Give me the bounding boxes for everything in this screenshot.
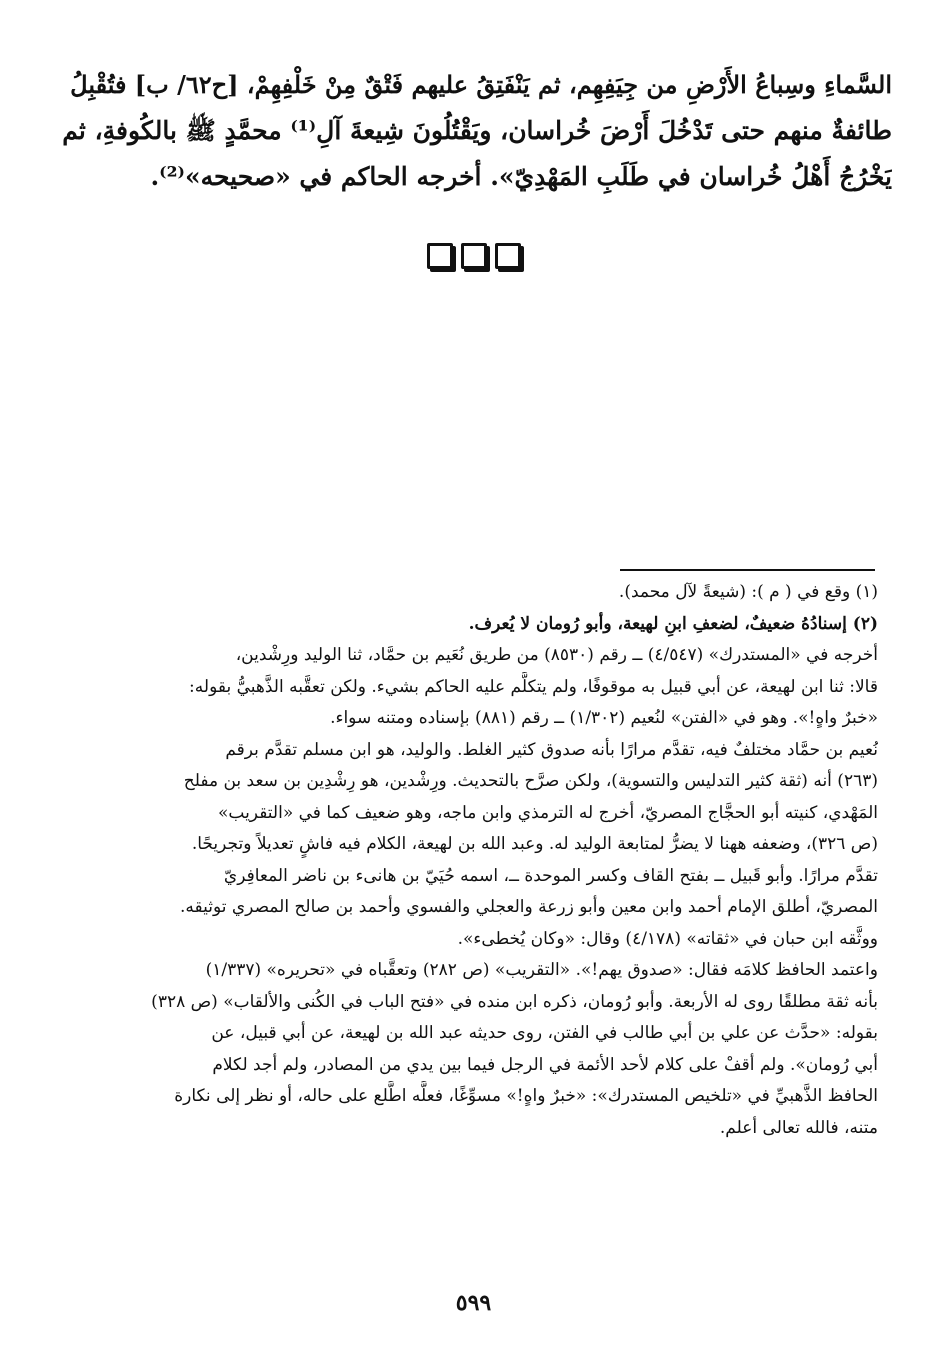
footnote-line: (١) وقع في ( م ): (شيعةً لآل محمد). [618,582,878,602]
separator-box-icon [495,243,521,269]
footnote-line: واعتمد الحافظ كلامَه فقال: «صدوق يهم!». «التقريب» (ص ٢٨٢) وتعقَّباه في «تحريره» (١/٣٣٧) [205,960,878,980]
footnote-line: (٢) إسنادُهُ ضعيفٌ، لضعفِ ابنِ لهيعة، وأبو رُومان لا يُعرف. [468,613,878,634]
footnote-line: أخرجه في «المستدرك» (٤/٥٤٧) ــ رقم (٨٥٣٠) من طريق نُعَيم بن حمَّاد، ثنا الوليد ورِشْدين، [235,645,878,665]
footnote-line: ووثَّقه ابن حبان في «ثقاته» (٤/١٧٨) وقال: «وكان يُخطىء». [457,928,878,949]
footnote-line: بقوله: «حدَّث عن علي بن أبي طالب في الفتن، روى حديثه عبد الله بن لهيعة، عن أبي قبيل، عن [211,1023,878,1043]
footnote-line: قالا: ثنا ابن لهيعة، عن أبي قبيل به موقوفًا، ولم يتكلَّم عليه الحاكم بشيء. ولكن تعقَّبه الذَّهبيُّ بقوله: [189,676,878,697]
main-text [60,62,892,200]
footnote-line: المَهْدي، كنيته أبو الحجَّاج المصريّ، أخرج له الترمذي وابن ماجه، وهو ضعيف كما في «التقريب» [217,802,878,823]
footnote-line: تقدَّم مرارًا. وأبو قَبيل ــ بفتح القاف وكسر الموحدة ــ، اسمه حُيَيّ بن هانىء بن ناضر المعافِريّ [223,865,878,886]
main-text-line: طائفةٌ منهم حتى تَدْخُلَ أَرْضَ خُراسان، ويَقْتُلُونَ شِيعةَ آلِ⁽¹⁾ محمَّدٍ ﷺ بالكُوفةِ، ثم [62,116,892,145]
main-text-line: السَّماءِ وسِباعُ الأَرْضِ من جِيَفِهِم، ثم يَنْفَتِقُ عليهم فَتْقٌ مِنْ خَلْفِهِمْ، [ح٦٢/ ب] فتُقْبِلُ [70,70,892,99]
footnote-line: أبي رُومان». ولم أقفْ على كلام لأحد الأئمة في الرجل فيما بين يدي من المصادر، ولم أجد لكلام [212,1054,878,1075]
footnote-line: نُعيم بن حمَّاد مختلفٌ فيه، تقدَّم مرارًا بأنه صدوق كثير الغلط. والوليد، هو ابن مسلم تقدَّم برقم [225,739,878,760]
footnote-line: الحافظ الذَّهبيِّ في «تلخيص المستدرك»: «خبرٌ واهٍ!» مسوِّغًا، فعلَّه اطَّلع على حاله، أو نظر إلى نكارة [174,1086,878,1106]
footnotes [66,577,878,1144]
page-number: ٥٩٩ [455,1290,492,1316]
main-text-line: يَخْرُجُ أَهْلُ خُراسان في طَلَبِ المَهْدِيّ». أخرجه الحاكم في «صحيحه»⁽²⁾. [150,162,892,191]
separator-box-icon [461,243,487,269]
section-separator [0,243,947,269]
separator-box-icon [427,243,453,269]
footnote-line: بأنه ثقة مطلقًا روى له الأربعة. وأبو رُومان، ذكره ابن منده في «فتح الباب في الكُنى والألقاب» (ص ٣٢٨) [151,991,878,1012]
footnote-line: «خبرٌ واهٍ!». وهو في «الفتن» لنُعيم (١/٣٠٢) ــ رقم (٨٨١) بإسناده ومتنه سواء. [330,708,878,728]
footnote-rule [620,569,875,571]
footnote-line: (ص ٣٢٦)، وضعفه ههنا لا يضرُّ لمتابعة الوليد له. وعبد الله بن لهيعة، الكلام فيه فاشٍ تعديلاً وتجريحًا. [191,834,878,854]
footnote-line: متنه، فالله تعالى أعلم. [719,1117,878,1138]
footnote-line: المصريّ، أطلق الإمام أحمد وابن معين وأبو زرعة والعجلي والفسوي وأحمد بن صالح المصري توثيقه. [179,897,878,917]
footnote-line: (٢٦٣) أنه (ثقة كثير التدليس والتسوية)، ولكن صرَّح بالتحديث. ورِشْدين، هو رِشْدِين بن سعد بن مفلح [183,771,878,791]
